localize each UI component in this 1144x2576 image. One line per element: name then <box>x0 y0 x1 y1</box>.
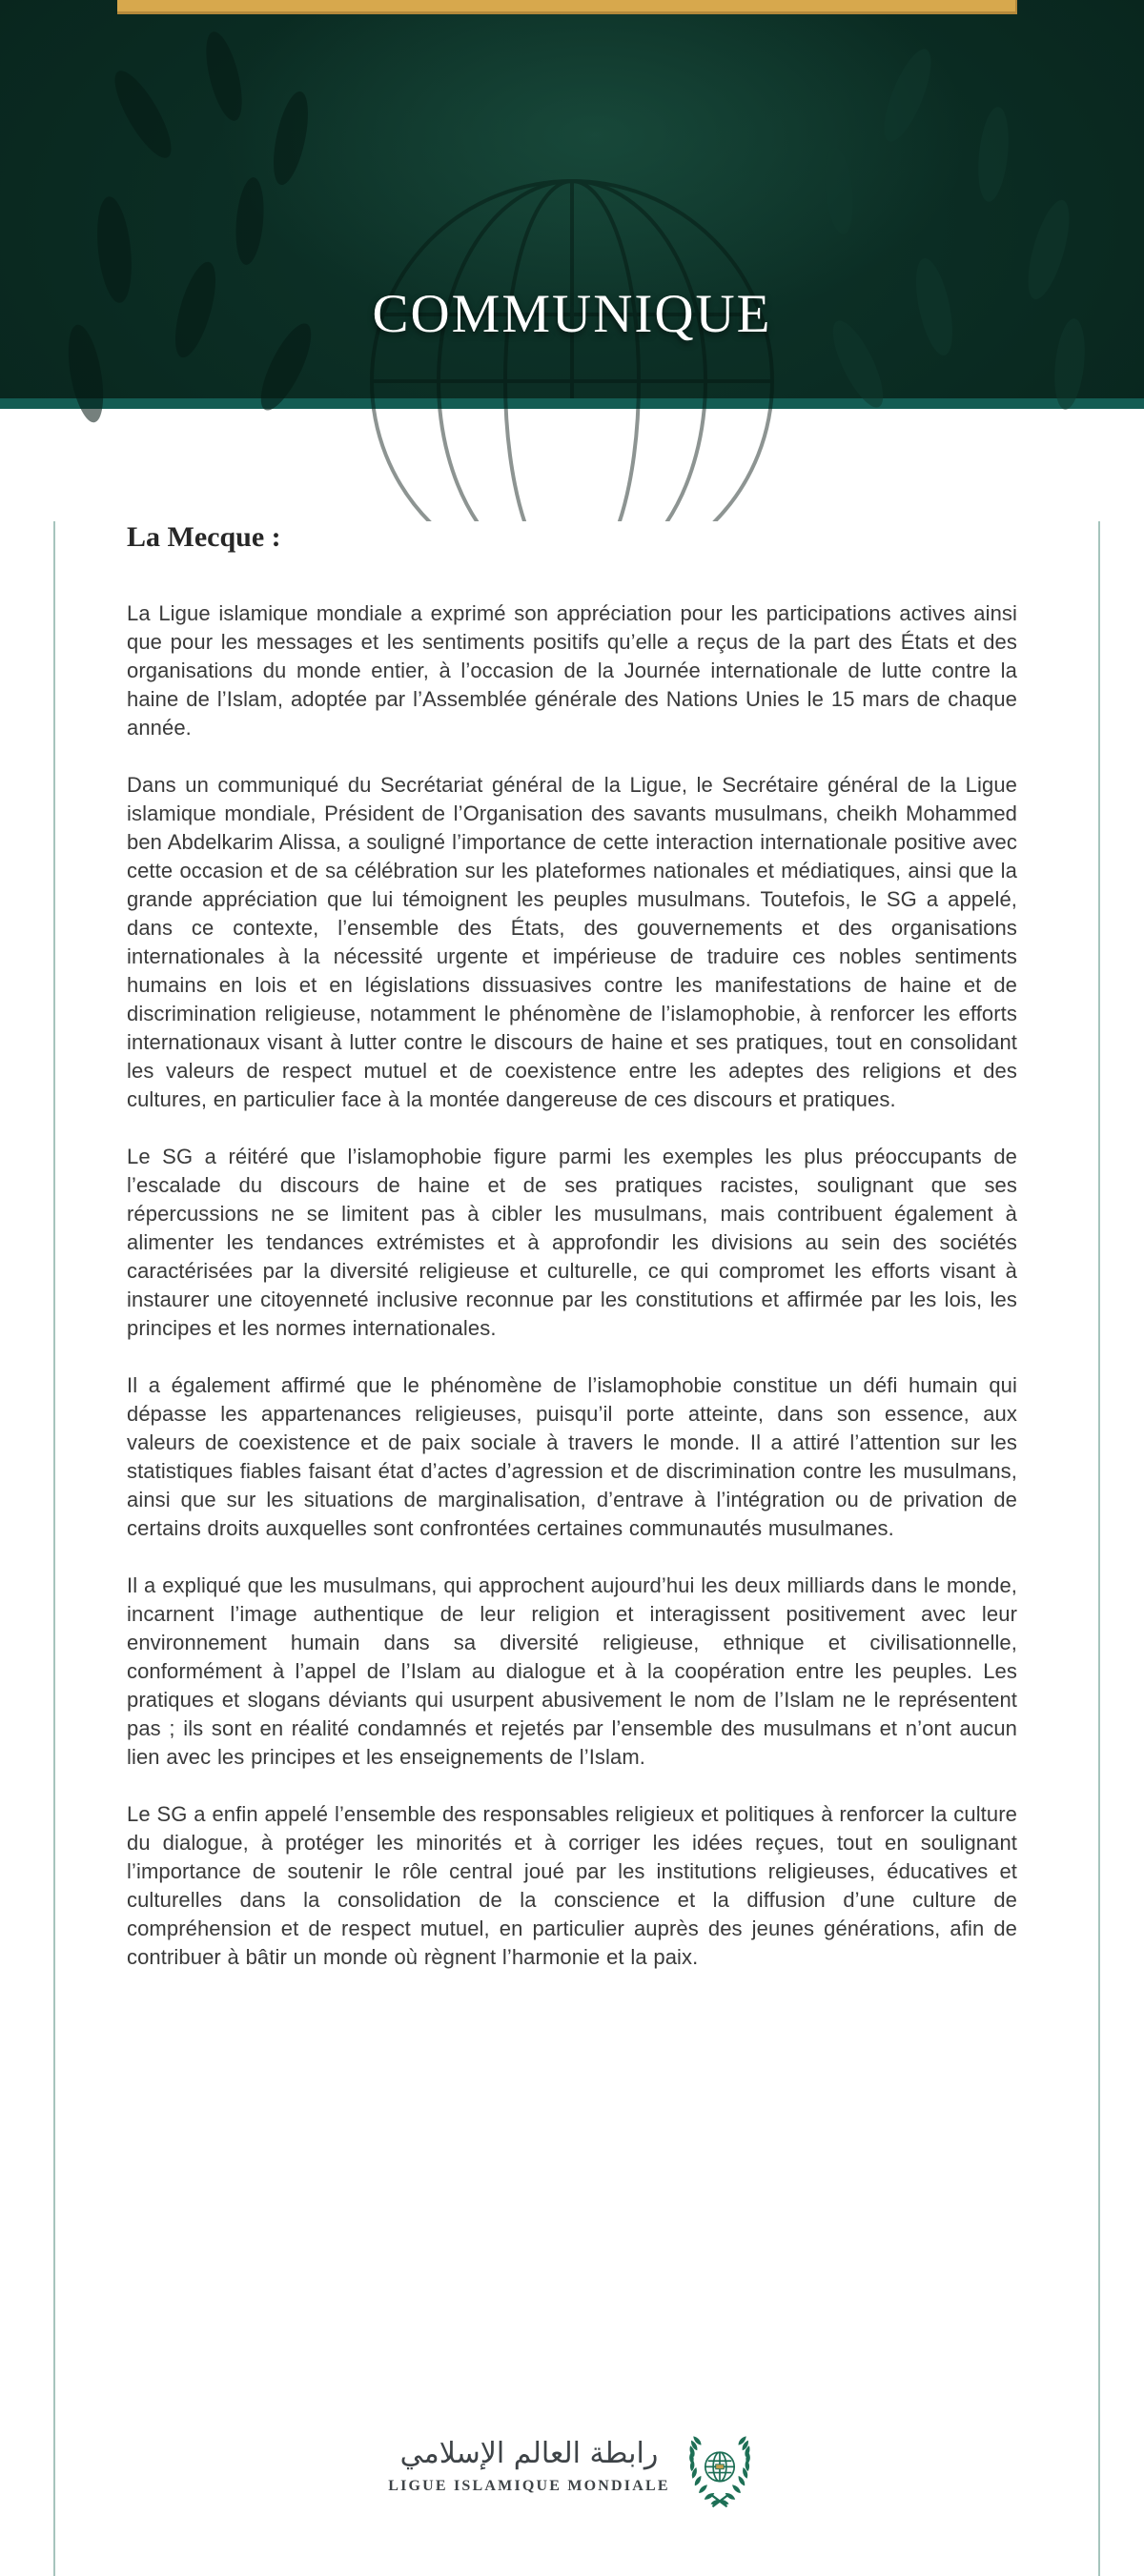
page-title: COMMUNIQUE <box>372 284 772 344</box>
body-paragraph: Il a également affirmé que le phénomène de l’islamophobie constitue un défi humain qui dépasse les appartenances religieuses, puisqu’il porte atteinte, dans son essence, aux valeurs de coexistence et de paix sociale à travers le monde. Il a attiré l’attention sur les statistiques fiables faisant état d’actes d’agression et de discrimination contre les musulmans, ainsi que sur les situations de marginalisation, d’entrave à l’intégration ou de privation de certains droits auxquelles sont confrontées certaines communautés musulmanes. <box>127 1373 1017 1540</box>
teal-divider-band <box>0 398 1144 409</box>
mwl-logo-arabic-calligraphy: رابطة العالم الإسلامي <box>399 2437 659 2470</box>
left-rule-line <box>53 521 55 2576</box>
body-paragraph: Dans un communiqué du Secrétariat général de la Ligue, le Secrétaire général de la Ligue islamique mondiale, Président de l’Organisation des savants musulmans, cheikh Mohammed ben Abdelkarim Alissa, a souligné l’importance de cette interaction internationale positive avec cette occasion et de sa célébration sur les plateformes nationales et médiatiques, ainsi que la grande appréciation que lui témoignent les peuples musulmans. Toutefois, le SG a appelé, dans ce contexte, l’ensemble des États, des gouvernements et des organisations internationales à la nécessité urgente et impérieuse de traduire ces nobles sentiments humains en lois et en législations dissuasives contre les manifestations de haine et de discrimination religieuse, notamment le phénomène de l’islamophobie, à renforcer les efforts internationaux visant à lutter contre le discours de haine et ses pratiques, tout en consolidant les valeurs de respect mutuel et de coexistence entre les adeptes des religions et des cultures, en particulier face à la montée dangereuse de ces discours et pratiques. <box>127 773 1017 1111</box>
right-rule-line <box>1098 521 1100 2576</box>
laurel-leaves-right-icon <box>821 44 1089 414</box>
dateline-heading: La Mecque : <box>127 521 281 553</box>
body-text-column <box>127 599 1017 1972</box>
communique-header <box>0 0 1144 398</box>
body-paragraph: Le SG a réitéré que l’islamophobie figure parmi les exemples les plus préoccupants de l’escalade du discours de haine et de ses pratiques racistes, soulignant que ses répercussions ne se limitent pas à cibler les musulmans, mais contribuent également à alimenter les tendances extrémistes et à approfondir les divisions au sein des sociétés caractérisées par la diversité religieuse et culturelle, ce qui compromet les efforts visant à instaurer une citoyenneté inclusive reconnue par les constitutions et affirmée par les lois, les principes et les normes internationales. <box>127 1145 1017 1340</box>
mwl-logo-french-name: LIGUE ISLAMIQUE MONDIALE <box>388 2477 670 2494</box>
body-paragraph: Le SG a enfin appelé l’ensemble des responsables religieux et politiques à renforcer la culture du dialogue, à protéger les minorités et à corriger les idées reçues, tout en soulignant l’importance de soutenir le rôle central joué par les institutions religieuses, éducatives et culturelles dans la consolidation de la conscience et la diffusion d’une culture de compréhension et de respect mutuel, en particulier auprès des jeunes générations, afin de contribuer à bâtir un monde où règnent l’harmonie et la paix. <box>127 1802 1017 1969</box>
emblem-gold-kaaba-mark <box>715 2464 724 2469</box>
mwl-wreath-globe-emblem-icon <box>684 2437 756 2511</box>
mwl-logo-text <box>388 2435 670 2495</box>
gold-accent-bar <box>117 0 1017 14</box>
communique-body <box>0 521 1144 2576</box>
laurel-leaves-left-icon <box>62 29 320 425</box>
body-paragraph: Il a expliqué que les musulmans, qui approchent aujourd’hui les deux milliards dans le monde, incarnent l’image authentique de leur religion et interagissent positivement avec leur environnement humain dans sa diversité religieuse, ethnique et civilisationnelle, conformément à l’appel de l’Islam au dialogue et à la coopération entre les peuples. Les pratiques et slogans déviants qui usurpent abusivement le nom de l’Islam ne le représentent pas ; ils sont en réalité condamnés et rejetés par l’ensemble des musulmans et n’ont aucun lien avec les principes et les enseignements de l’Islam. <box>127 1573 1017 1769</box>
body-paragraph: La Ligue islamique mondiale a exprimé son appréciation pour les participations actives ainsi que pour les messages et les sentiments positifs qu’elle a reçus de la part des États et des organisations du monde entier, à l’occasion de la Journée internationale de lutte contre la haine de l’Islam, adoptée par l’Assemblée générale des Nations Unies le 15 mars de chaque année. <box>127 601 1017 740</box>
mwl-logo <box>0 2435 1144 2511</box>
